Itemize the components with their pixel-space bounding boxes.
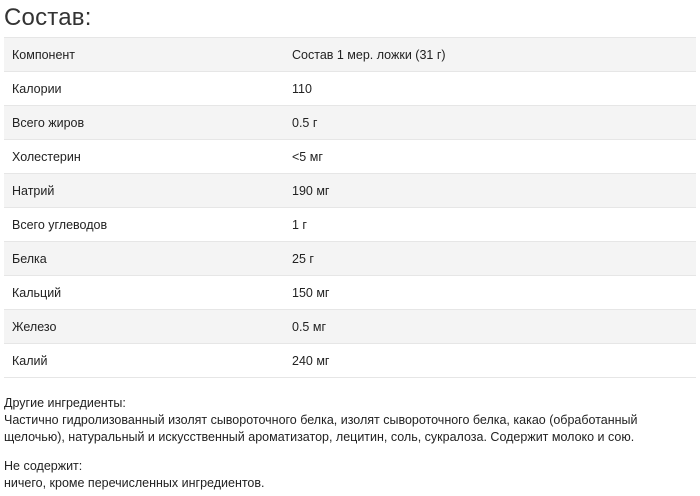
- table-row: [4, 242, 696, 276]
- nutrient-name: Калий: [4, 344, 284, 378]
- nutrient-value: 110: [284, 72, 696, 106]
- nutrient-name: Всего жиров: [4, 106, 284, 140]
- ingredients-notes: [4, 395, 694, 492]
- table-row: [4, 140, 696, 174]
- composition-table: [4, 37, 696, 378]
- nutrient-name: Холестерин: [4, 140, 284, 174]
- table-row: [4, 344, 696, 378]
- nutrient-value: 150 мг: [284, 276, 696, 310]
- nutrient-name: Калории: [4, 72, 284, 106]
- nutrient-name: Всего углеводов: [4, 208, 284, 242]
- nutrient-value: 25 г: [284, 242, 696, 276]
- nutrient-name: Железо: [4, 310, 284, 344]
- column-header-component: Компонент: [4, 38, 284, 72]
- other-ingredients-text: Частично гидролизованный изолят сывороточного белка, изолят сывороточного белка, какао (обработанный щелочью), натуральный и искусственный ароматизатор, лецитин, соль, сукралоза. Содержит молоко и сою.: [4, 413, 638, 444]
- other-ingredients-label: Другие ингредиенты:: [4, 396, 126, 410]
- nutrient-name: Натрий: [4, 174, 284, 208]
- notes-spacer: [4, 446, 694, 458]
- does-not-contain-text: ничего, кроме перечисленных ингредиентов.: [4, 476, 265, 490]
- table-row: [4, 106, 696, 140]
- table-row: [4, 72, 696, 106]
- table-row: [4, 208, 696, 242]
- table-header-row: [4, 38, 696, 72]
- table-row: [4, 174, 696, 208]
- table-row: [4, 276, 696, 310]
- nutrient-value: 0.5 г: [284, 106, 696, 140]
- nutrient-name: Кальций: [4, 276, 284, 310]
- page-title: Состав:: [4, 4, 92, 31]
- table-row: [4, 310, 696, 344]
- nutrient-value: 0.5 мг: [284, 310, 696, 344]
- nutrient-value: 1 г: [284, 208, 696, 242]
- nutrient-value: 240 мг: [284, 344, 696, 378]
- column-header-amount: Состав 1 мер. ложки (31 г): [284, 38, 696, 72]
- nutrient-value: 190 мг: [284, 174, 696, 208]
- does-not-contain-label: Не содержит:: [4, 459, 83, 473]
- nutrient-value: <5 мг: [284, 140, 696, 174]
- nutrient-name: Белка: [4, 242, 284, 276]
